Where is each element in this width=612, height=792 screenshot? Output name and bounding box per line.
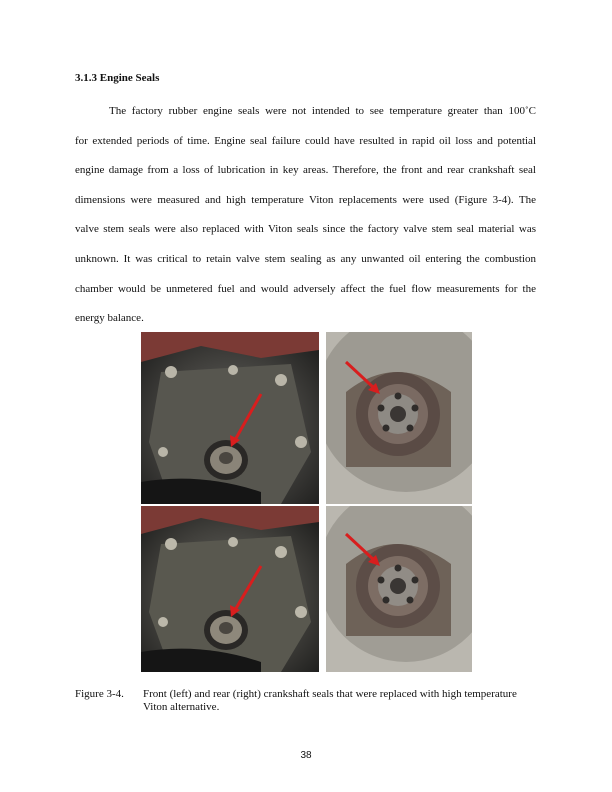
rear-crankshaft-seal-photo (326, 332, 472, 504)
paragraph-line: valve stem seals were also replaced with Viton seals since the factory valve stem seal material was (75, 223, 536, 236)
paragraph-line: engine damage from a loss of lubrication in key areas. Therefore, the front and rear crankshaft seal (75, 164, 536, 177)
engine-rear-image (326, 506, 472, 672)
paragraph-line: chamber would be unmetered fuel and would adversely affect the fuel flow measurements for the (75, 282, 536, 295)
engine-rear-image (326, 332, 472, 504)
figure-label: Figure 3-4. (75, 688, 124, 700)
paragraph-line: for extended periods of time. Engine seal failure could have resulted in rapid oil loss and potential (75, 134, 536, 147)
paragraph-line: energy balance. (75, 312, 144, 325)
front-crankshaft-seal-photo (141, 332, 319, 504)
engine-front-image (141, 332, 319, 504)
paragraph-line: The factory rubber engine seals were not intended to see temperature greater than 100˚C (109, 105, 536, 117)
engine-front-image (141, 506, 319, 672)
front-crankshaft-seal-replaced-photo (141, 506, 319, 672)
paragraph-line: dimensions were measured and high temperature Viton replacements were used (Figure 3-4). The (75, 193, 536, 206)
figure-caption-text: Front (left) and rear (right) crankshaft seals that were replaced with high temperature Viton alternative. (143, 688, 517, 713)
body-paragraph (75, 97, 536, 334)
page-number: 38 (300, 750, 312, 761)
paragraph-line: unknown. It was critical to retain valve stem sealing as any unwanted oil entering the combustion (75, 252, 536, 265)
rear-crankshaft-seal-replaced-photo (326, 506, 472, 672)
section-heading: 3.1.3 Engine Seals (75, 72, 160, 84)
